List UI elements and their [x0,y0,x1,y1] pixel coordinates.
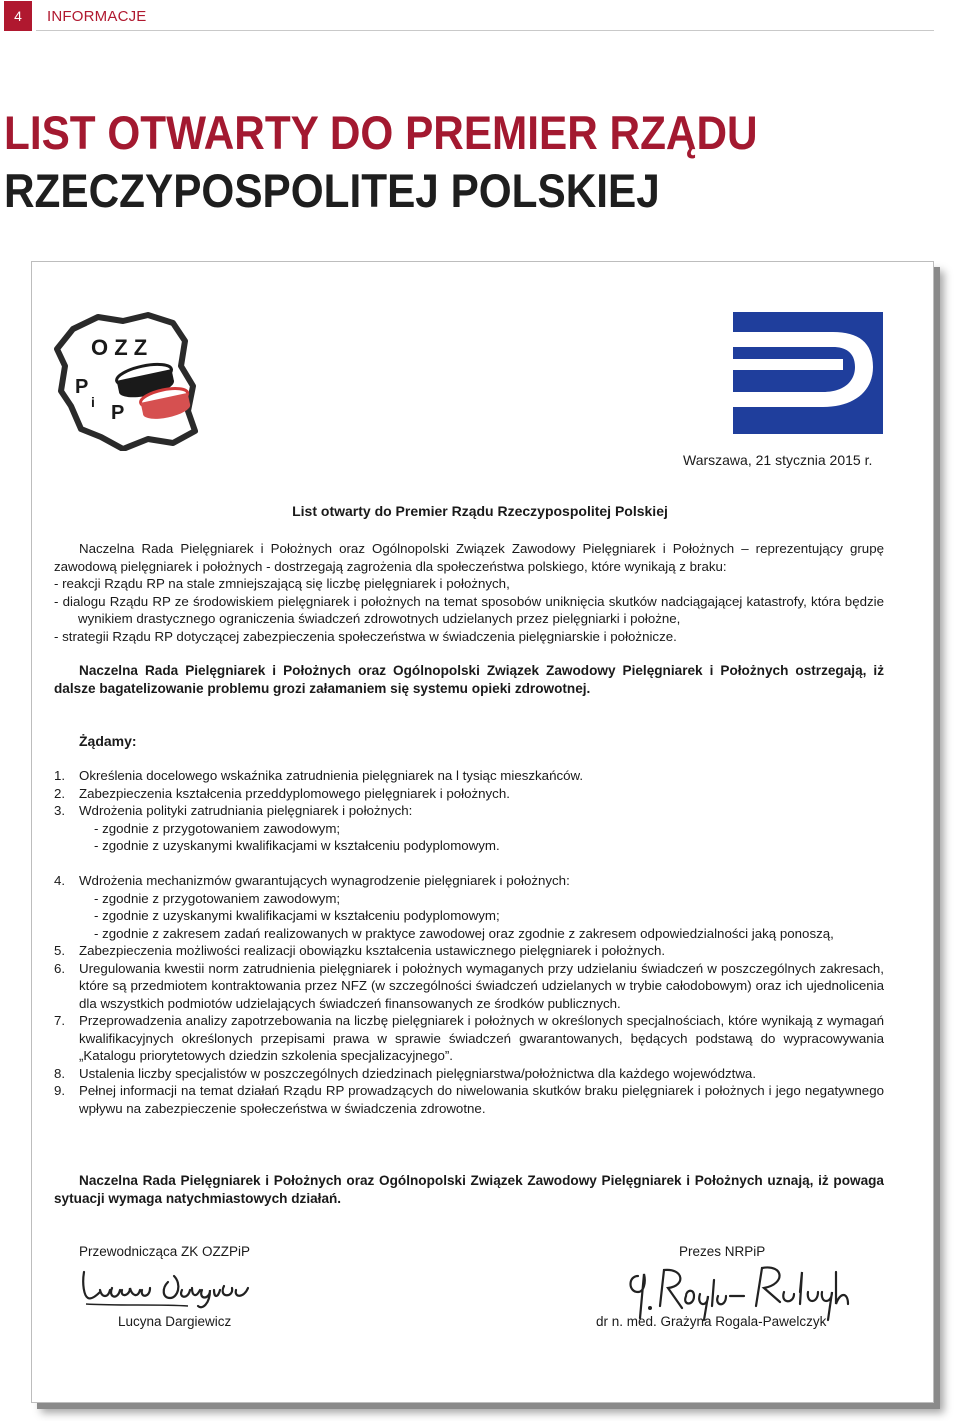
item-number: 7. [54,1013,66,1028]
sub-point: - zgodnie z uzyskanymi kwalifikacjami w kształceniu podyplomowym. [94,838,500,853]
list-item [54,872,884,890]
item-number: 9. [54,1083,66,1098]
right-signatory-role: Prezes NRPiP [679,1244,766,1259]
letter-title: List otwarty do Premier Rządu Rzeczypospolitej Polskiej [292,503,668,519]
page-header [0,0,960,34]
sub-point: - zgodnie z przygotowaniem zawodowym; [94,890,341,906]
item-number: 8. [54,1065,66,1081]
warning-text: Naczelna Rada Pielęgniarek i Położnych oraz Ogólnopolski Związek Zawodowy Pielęgniarek i Położnych ostrzegają, iż dalsze bagatelizowanie problemu grozi załamaniem się systemu opieki zdrowotnej. [54,663,884,696]
item-number: 6. [54,960,66,976]
item-text: Przeprowadzenia analizy zapotrzebowania na liczbę pielęgniarek i położnych w określonych specjalnościach, które wynikają z wymagań kwalifikacyjnych określonych przepisami prawa w sprawie świadczeń gwarantowanych, będących podstawą do wypracowywania „Katalogu priorytetowych dziedzin szkolenia specjalizacyjnego”. [79,1013,884,1063]
ozzpip-logo [53,311,203,451]
header-divider [36,30,934,31]
item-number: 5. [54,943,66,958]
demand-list [54,767,884,1117]
item-text: Wdrożenia polityki zatrudniania pielęgniarek i położnych: [79,803,413,818]
demand-heading: Żądamy: [79,733,137,749]
svg-text:P: P [111,402,125,424]
item-text: Zabezpieczenia możliwości realizacji obowiązku kształcenia ustawicznego pielęgniarek i położnych. [79,943,666,958]
title-line-2: RZECZYPOSPOLITEJ POLSKIEJ [4,164,660,217]
list-item [54,960,884,1013]
list-item [54,1065,884,1083]
nrpip-logo [733,312,883,434]
intro-point: - dialogu Rządu RP ze środowiskiem pielęgniarek i położnych na temat sposobów uniknięcia skutków nadciągającej katastrofy, która będzie wynikiem drastycznego ograniczenia świadczeń zdrowotnych udzielanych przez pielęgniarki i położne, [54,593,884,626]
left-handwritten-signature [78,1264,258,1312]
list-item [54,1082,884,1117]
intro-paragraph: Naczelna Rada Pielęgniarek i Położnych oraz Ogólnopolski Związek Zawodowy Pielęgniarek i Położnych – reprezentujący grupę zawodową pielęgniarek i położnych - dostrzegają zagrożenia dla społeczeństwa polskiego, które wynikają z braku: [54,541,884,574]
right-signatory-name: dr n. med. Grażyna Rogala-Pawelczyk [596,1314,827,1329]
item-text: Uregulowania kwestii norm zatrudnienia pielęgniarek i położnych wymaganych przy udzielaniu świadczeń w poszczególnych zakresach, które są przedmiotem kontraktowania przez NFZ (w szczególności świadczeń udzielanych w trybie całodobowym) oraz ich ujednolicenia dla wszystkich podmiotów udzielających świadczeń finansowanych ze środków publicznych. [79,960,884,1011]
closing-paragraph [54,1172,884,1207]
list-item [54,785,884,803]
intro-point: - strategii Rządu RP dotyczącej zabezpieczenia społeczeństwa w świadczenia pielęgniarskie i położnicze. [54,628,677,644]
title-line-1: LIST OTWARTY DO PREMIER RZĄDU [4,106,758,159]
svg-text:i: i [91,394,95,410]
closing-text: Naczelna Rada Pielęgniarek i Położnych oraz Ogólnopolski Związek Zawodowy Pielęgniarek i Położnych uznają, iż powaga sytuacji wymaga natychmiastowych działań. [54,1173,884,1206]
list-item [54,767,884,785]
left-signatory-role: Przewodnicząca ZK OZZPiP [79,1244,251,1259]
sub-point: - zgodnie z przygotowaniem zawodowym; [94,820,341,836]
list-item [54,942,884,960]
left-signatory-name: Lucyna Dargiewicz [118,1314,232,1329]
page-number: 4 [4,1,32,31]
svg-text:O Z Z: O Z Z [91,335,148,360]
item-number: 3. [54,803,66,818]
sub-point: - zgodnie z zakresem zadań realizowanych w praktyce zawodowej oraz zgodnie z zakresem odpowiedzialności jaką ponoszą, [94,925,834,941]
item-text: Wdrożenia mechanizmów gwarantujących wynagrodzenie pielęgniarek i położnych: [79,873,570,888]
item-text: Pełnej informacji na temat działań Rządu RP prowadzących do niwelowania skutków braku pielęgniarek i położnych i jego negatywnego wpływu na zabezpieczenie społeczeństwa w świadczenia zdrowotne. [79,1083,884,1116]
list-item [54,1012,884,1065]
letter-date: Warszawa, 21 stycznia 2015 r. [683,452,873,468]
intro-point: - reakcji Rządu RP na stale zmniejszającą się liczbę pielęgniarek i położnych, [54,576,510,591]
section-label: INFORMACJE [47,8,147,25]
item-number: 4. [54,873,66,888]
sub-point: - zgodnie z uzyskanymi kwalifikacjami w kształceniu podyplomowym; [94,908,500,923]
item-text: Określenia docelowego wskaźnika zatrudnienia pielęgniarek na l tysiąc mieszkańców. [79,768,584,783]
page-title [4,104,758,220]
letter-intro [54,540,884,645]
item-number: 1. [54,768,66,783]
item-text: Zabezpieczenia kształcenia przeddyplomowego pielęgniarek i położnych. [79,785,510,801]
svg-text:P: P [75,376,89,398]
warning-paragraph [54,662,884,697]
item-number: 2. [54,785,66,801]
list-item [54,802,884,820]
item-text: Ustalenia liczby specjalistów w poszczególnych dziedzinach pielęgniarstwa/położnictwa dla każdego województwa. [79,1065,757,1081]
